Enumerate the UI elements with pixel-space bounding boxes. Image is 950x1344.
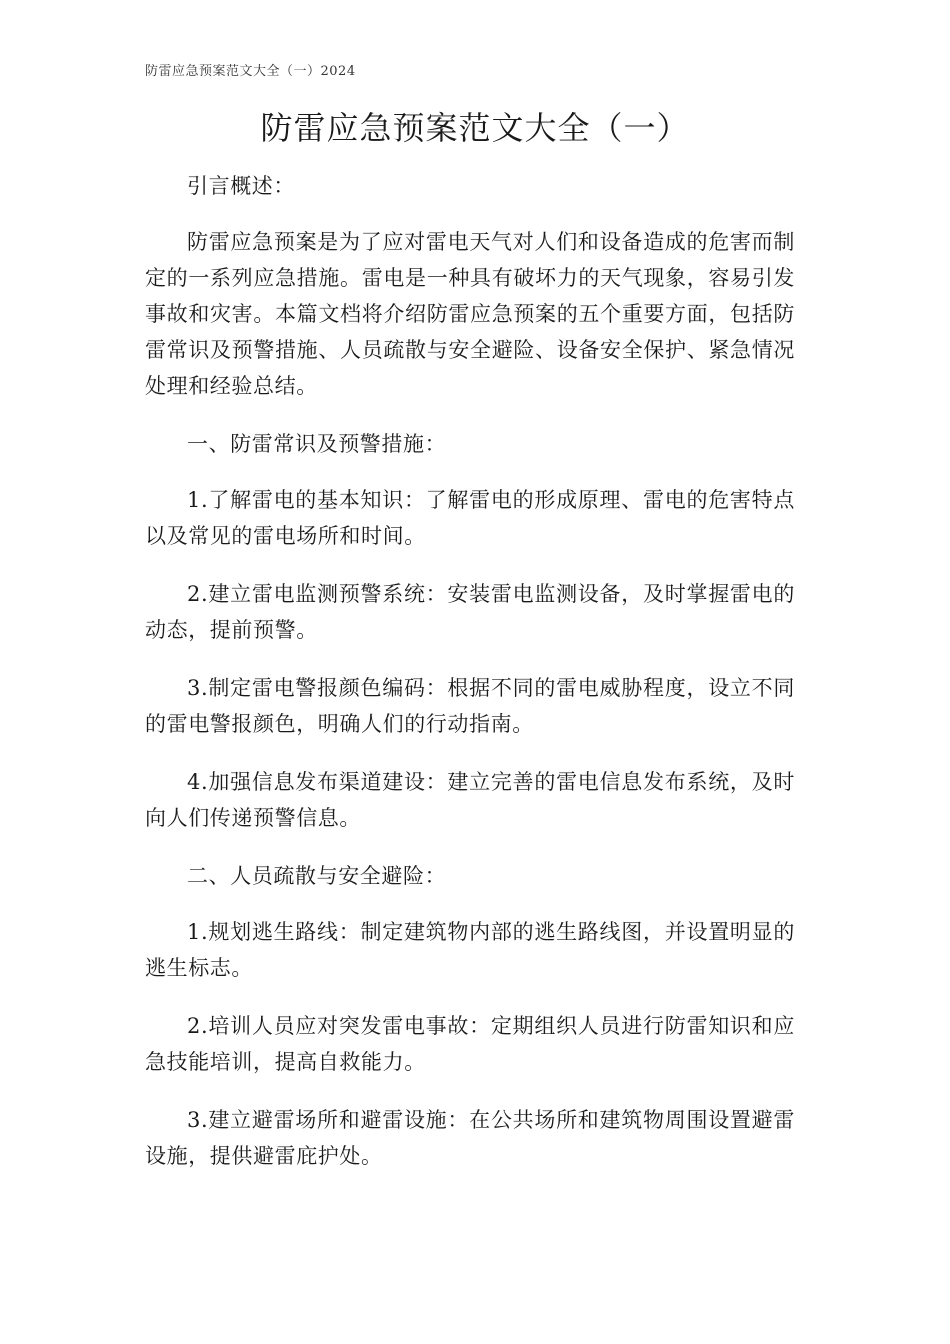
list-item: 1.规划逃生路线：制定建筑物内部的逃生路线图，并设置明显的逃生标志。 — [145, 920, 795, 980]
list-item: 1.了解雷电的基本知识：了解雷电的形成原理、雷电的危害特点以及常见的雷电场所和时间。 — [145, 488, 795, 548]
list-item: 2.培训人员应对突发雷电事故：定期组织人员进行防雷知识和应急技能培训，提高自救能力。 — [145, 1014, 795, 1074]
running-header: 防雷应急预案范文大全（一）2024 — [145, 64, 356, 79]
list-item: 2.建立雷电监测预警系统：安装雷电监测设备，及时掌握雷电的动态，提前预警。 — [145, 582, 795, 642]
document-title: 防雷应急预案范文大全（一） — [260, 109, 690, 147]
list-item: 4.加强信息发布渠道建设：建立完善的雷电信息发布系统，及时向人们传递预警信息。 — [145, 770, 795, 830]
list-item: 3.制定雷电警报颜色编码：根据不同的雷电威胁程度，设立不同的雷电警报颜色，明确人们的行动指南。 — [145, 676, 795, 736]
intro-paragraph: 防雷应急预案是为了应对雷电天气对人们和设备造成的危害而制定的一系列应急措施。雷电是一种具有破坏力的天气现象，容易引发事故和灾害。本篇文档将介绍防雷应急预案的五个重要方面，包括防雷常识及预警措施、人员疏散与安全避险、设备安全保护、紧急情况处理和经验总结。 — [145, 230, 795, 398]
section-intro-heading: 引言概述： — [187, 174, 295, 198]
section-one-heading: 一、防雷常识及预警措施： — [187, 432, 447, 456]
document-body — [145, 168, 795, 1196]
list-item: 3.建立避雷场所和避雷设施：在公共场所和建筑物周围设置避雷设施，提供避雷庇护处。 — [145, 1108, 795, 1168]
section-two-heading: 二、人员疏散与安全避险： — [187, 864, 447, 888]
